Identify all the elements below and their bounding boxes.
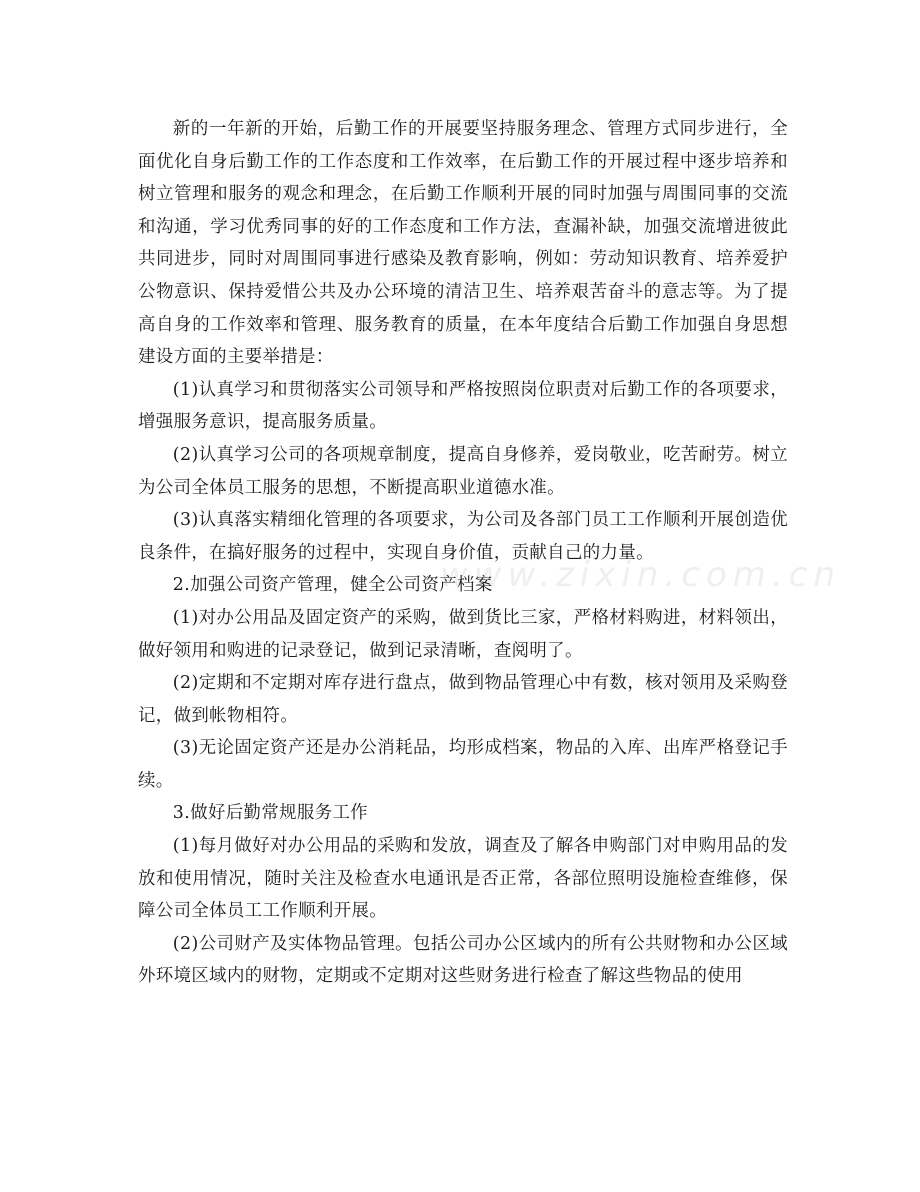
document-body [138, 113, 788, 993]
section-heading-3: 3.做好后勤常规服务工作 [172, 803, 369, 824]
paragraph-item-1-3: (3)认真落实精细化管理的各项要求，为公司及各部门员工工作顺利开展创造优良条件，在搞好服务的过程中，实现自身价值，贡献自己的力量。 [138, 510, 788, 563]
paragraph-item-2-3: (3)无论固定资产还是办公消耗品，均形成档案，物品的入库、出库严格登记手续。 [138, 738, 788, 791]
section-heading-2: 2.加强公司资产管理，健全公司资产档案 [172, 575, 493, 596]
watermark: www.zixin.com.cn [440, 555, 841, 595]
paragraph-item-1-2: (2)认真学习公司的各项规章制度，提高自身修养，爱岗敬业，吃苦耐劳。树立为公司全体员工服务的思想，不断提高职业道德水准。 [138, 444, 788, 498]
paragraph-item-3-2: (2)公司财产及实体物品管理。包括公司办公区域内的所有公共财物和办公区域外环境区域内的财物，定期或不定期对这些财务进行检查了解这些物品的使用 [138, 933, 788, 987]
paragraph-item-2-1: (1)对办公用品及固定资产的采购，做到货比三家，严格材料购进，材料领出，做好领用和购进的记录登记，做到记录清晰，查阅明了。 [138, 607, 788, 661]
paragraph-item-1-1: (1)认真学习和贯彻落实公司领导和严格按照岗位职责对后勤工作的各项要求，增强服务意识，提高服务质量。 [138, 379, 788, 433]
paragraph-item-2-2: (2)定期和不定期对库存进行盘点，做到物品管理心中有数，核对领用及采购登记，做到帐物相符。 [138, 673, 788, 726]
paragraph-intro: 新的一年新的开始，后勤工作的开展要坚持服务理念、管理方式同步进行，全面优化自身后勤工作的工作态度和工作效率，在后勤工作的开展过程中逐步培养和树立管理和服务的观念和理念，在后勤工作顺利开展的同时加强与周围同事的交流和沟通，学习优秀同事的好的工作态度和工作方法，查漏补缺，加强交流增进彼此共同进步，同时对周围同事进行感染及教育影响，例如：劳动知识教育、培养爱护公物意识、保持爱惜公共及办公环境的清洁卫生、培养艰苦奋斗的意志等。为了提高自身的工作效率和管理、服务教育的质量，在本年度结合后勤工作加强自身思想建设方面的主要举措是： [138, 119, 788, 368]
paragraph-item-3-1: (1)每月做好对办公用品的采购和发放，调查及了解各申购部门对申购用品的发放和使用情况，随时关注及检查水电通讯是否正常，各部位照明设施检查维修，保障公司全体员工工作顺利开展。 [138, 836, 788, 922]
